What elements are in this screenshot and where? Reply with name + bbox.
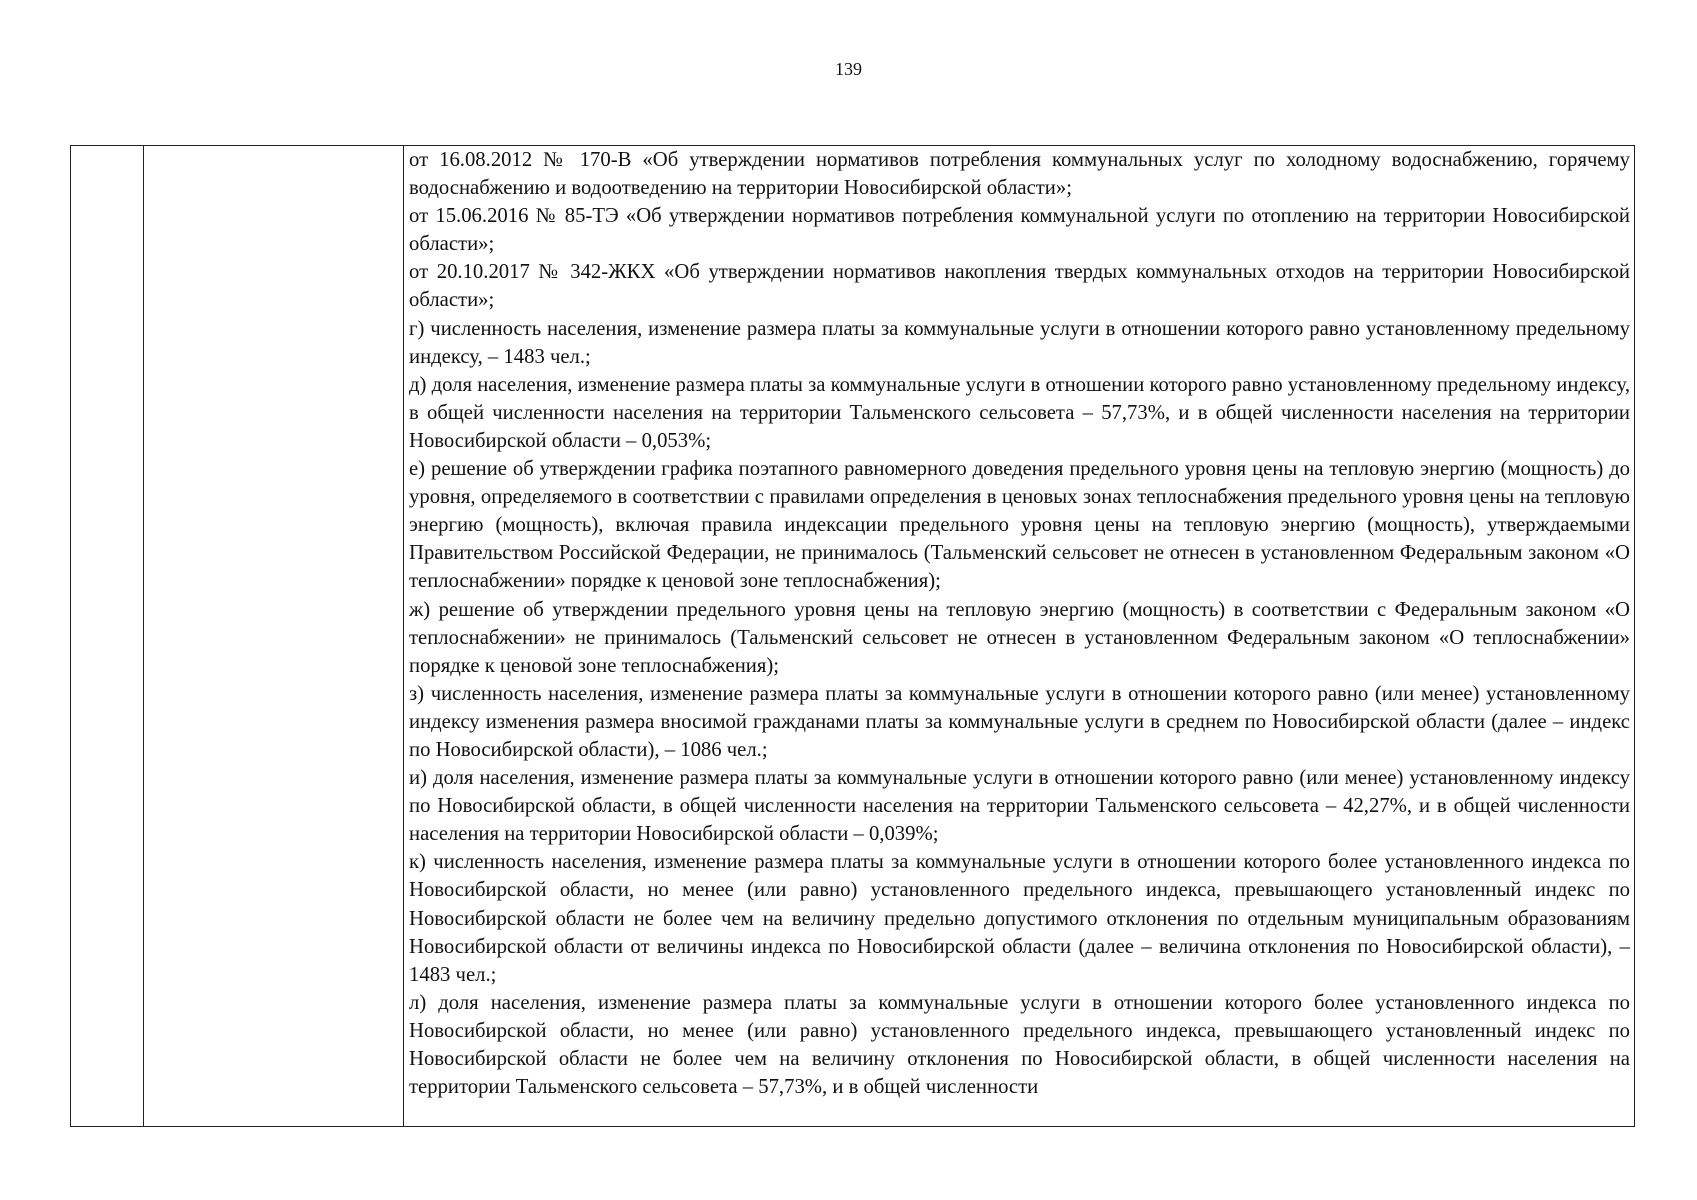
paragraph-item-g: г) численность населения, изменение размера платы за коммунальные услуги в отношении которого равно установленному предельному индексу, – 1483 чел.; xyxy=(409,317,1630,368)
paragraph-item-z: з) численность населения, изменение размера платы за коммунальные услуги в отношении которого равно (или менее) установленному индексу изменения размера вносимой гражданами платы за коммунальные услуги в среднем по Новосибирской области (далее – индекс по Новосибирской области), – 1086 чел.; xyxy=(409,682,1630,761)
paragraph-item-zh: ж) решение об утверждении предельного уровня цены на тепловую энергию (мощность) в соответствии с Федеральным законом «О теплоснабжении» не принималось (Тальменский сельсовет не отнесен в установленном Федеральным законом «О теплоснабжении» порядке к ценовой зоне теплоснабжения); xyxy=(409,598,1630,677)
paragraph-item-d: д) доля населения, изменение размера платы за коммунальные услуги в отношении которого равно установленному предельному индексу, в общей численности населения на территории Тальменского сельсовета – 57,73%, и в общей численности населения на территории Новосибирской области – 0,053%; xyxy=(409,373,1630,452)
paragraph-item-e: е) решение об утверждении графика поэтапного равномерного доведения предельного уровня цены на тепловую энергию (мощность) до уровня, определяемого в соответствии с правилами определения в ценовых зонах теплоснабжения предельного уровня цены на тепловую энергию (мощность), включая правила индексации предельного уровня цены на тепловую энергию (мощность), утверждаемыми Правительством Российской Федерации, не принималось (Тальменский сельсовет не отнесен в установленном Федеральным законом «О теплоснабжении» порядке к ценовой зоне теплоснабжения); xyxy=(409,458,1630,593)
table-column-content xyxy=(404,146,1634,1126)
paragraph-item-l: л) доля населения, изменение размера платы за коммунальные услуги в отношении которого более установленного индекса по Новосибирской области, но менее (или равно) установленного предельного индекса, превышающего установленный индекс по Новосибирской области не более чем на величину отклонения по Новосибирской области, в общей численности населения на территории Тальменского сельсовета – 57,73%, и в общей численности xyxy=(409,991,1630,1099)
paragraph-decree-342zhkh: от 20.10.2017 № 342-ЖКХ «Об утверждении нормативов накопления твердых коммунальных отходов на территории Новосибирской области»; xyxy=(409,261,1630,312)
table-column-name xyxy=(144,146,404,1126)
paragraph-decree-85te: от 15.06.2016 № 85-ТЭ «Об утверждении нормативов потребления коммунальной услуги по отоплению на территории Новосибирской области»; xyxy=(409,205,1630,256)
paragraph-item-k: к) численность населения, изменение размера платы за коммунальные услуги в отношении которого более установленного индекса по Новосибирской области, но менее (или равно) установленного предельного индекса, превышающего установленный индекс по Новосибирской области не более чем на величину предельно допустимого отклонения по отдельным муниципальным образованиям Новосибирской области от величины индекса по Новосибирской области (далее – величина отклонения по Новосибирской области), – 1483 чел.; xyxy=(409,851,1630,986)
paragraph-decree-170v: от 16.08.2012 № 170-В «Об утверждении нормативов потребления коммунальных услуг по холодному водоснабжению, горячему водоснабжению и водоотведению на территории Новосибирской области»; xyxy=(409,149,1630,200)
paragraph-item-i: и) доля населения, изменение размера платы за коммунальные услуги в отношении которого равно (или менее) установленному индексу по Новосибирской области, в общей численности населения на территории Тальменского сельсовета – 42,27%, и в общей численности населения на территории Новосибирской области – 0,039%; xyxy=(409,767,1630,846)
page-number: 139 xyxy=(835,59,862,79)
document-table xyxy=(70,145,1635,1127)
table-column-number xyxy=(71,146,144,1126)
